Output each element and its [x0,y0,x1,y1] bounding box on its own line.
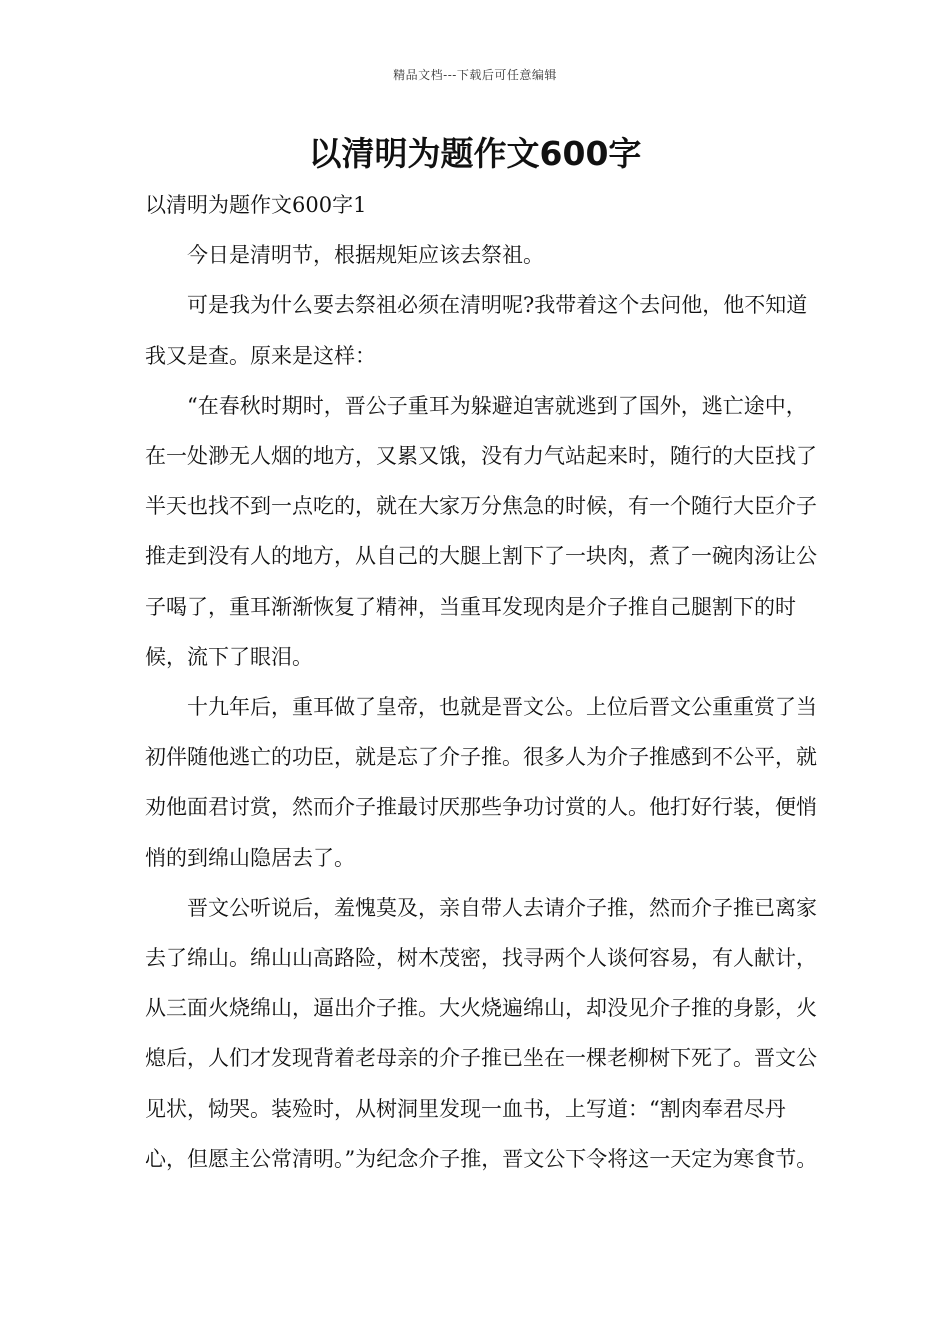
document-body [145,180,825,1184]
paragraph: “在春秋时期时，晋公子重耳为躲避迫害就逃到了国外，逃亡途中，在一处渺无人烟的地方，又累又饿，没有力气站起来时，随行的大臣找了半天也找不到一点吃的，就在大家万分焦急的时候，有一个随行大臣介子推走到没有人的地方，从自己的大腿上割下了一块肉，煮了一碗肉汤让公子喝了，重耳渐渐恢复了精神，当重耳发现肉是介子推自己腿割下的时候，流下了眼泪。 [145,393,817,669]
document-subtitle: 以清明为题作文600字1 [145,193,367,217]
paragraph: 晋文公听说后，羞愧莫及，亲自带人去请介子推，然而介子推已离家去了绵山。绵山山高路险，树木茂密，找寻两个人谈何容易，有人献计，从三面火烧绵山，逼出介子推。大火烧遍绵山，却没见介子推的身影，火熄后，人们才发现背着老母亲的介子推已坐在一棵老柳树下死了。晋文公见状，恸哭。装殓时，从树洞里发现一血书，上写道：“割肉奉君尽丹心，但愿主公常清明。”为纪念介子推，晋文公下令将这一天定为寒食节。 [145,895,818,1171]
page-header: 精品文档---下载后可任意编辑 [393,68,557,82]
document-title: 以清明为题作文600字 [308,134,642,173]
paragraph: 十九年后，重耳做了皇帝，也就是晋文公。上位后晋文公重重赏了当初伴随他逃亡的功臣，就是忘了介子推。很多人为介子推感到不公平，就劝他面君讨赏，然而介子推最讨厌那些争功讨赏的人。他打好行装，便悄悄的到绵山隐居去了。 [145,695,817,870]
paragraph: 今日是清明节，根据规矩应该去祭祖。 [187,243,544,268]
paragraph: 可是我为什么要去祭祖必须在清明呢?我带着这个去问他，他不知道我又是查。原来是这样： [145,293,808,368]
